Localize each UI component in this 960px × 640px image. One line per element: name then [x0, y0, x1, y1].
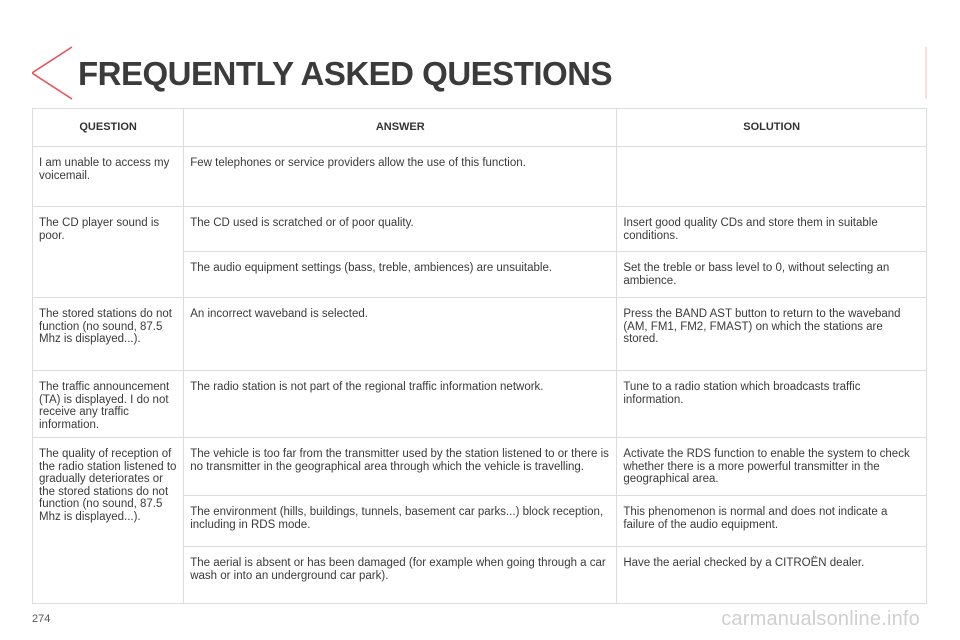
table-row — [33, 207, 927, 252]
page-number: 274 — [32, 613, 51, 625]
table-row — [33, 298, 927, 371]
table-row — [33, 438, 927, 496]
solution-cell: This phenomenon is normal and does not indicate a failure of the audio equipment. — [617, 496, 927, 547]
answer-cell: The radio station is not part of the regional traffic information network. — [184, 371, 617, 438]
solution-cell: Activate the RDS function to enable the system to check whether there is a more powerful transmitter in the geographical area. — [617, 438, 927, 496]
solution-cell: Insert good quality CDs and store them in suitable conditions. — [617, 207, 927, 252]
answer-cell: The vehicle is too far from the transmitter used by the station listened to or there is no transmitter in the geographical area through which the vehicle is travelling. — [184, 438, 617, 496]
answer-cell: Few telephones or service providers allow the use of this function. — [184, 147, 617, 207]
answer-cell: The environment (hills, buildings, tunnels, basement car parks...) block reception, including in RDS mode. — [184, 496, 617, 547]
question-cell: I am unable to access my voicemail. — [33, 147, 184, 207]
faq-table — [32, 108, 927, 604]
answer-cell: The aerial is absent or has been damaged (for example when going through a car wash or into an underground car park). — [184, 547, 617, 604]
solution-cell: Have the aerial checked by a CITROËN dealer. — [617, 547, 927, 604]
answer-cell: An incorrect waveband is selected. — [184, 298, 617, 371]
solution-cell: Press the BAND AST button to return to the waveband (AM, FM1, FM2, FMAST) on which the stations are stored. — [617, 298, 927, 371]
header-question: QUESTION — [33, 109, 184, 147]
table-header-row — [33, 109, 927, 147]
question-cell: The CD player sound is poor. — [33, 207, 184, 298]
page-title: FREQUENTLY ASKED QUESTIONS — [78, 55, 613, 92]
answer-cell: The CD used is scratched or of poor quality. — [184, 207, 617, 252]
header-solution: SOLUTION — [617, 109, 927, 147]
question-cell: The traffic announcement (TA) is displayed. I do not receive any traffic information. — [33, 371, 184, 438]
header-band — [32, 46, 927, 100]
answer-cell: The audio equipment settings (bass, treble, ambiences) are unsuitable. — [184, 252, 617, 298]
table-row — [33, 371, 927, 438]
solution-cell: Tune to a radio station which broadcasts traffic information. — [617, 371, 927, 438]
header-answer: ANSWER — [184, 109, 617, 147]
watermark: carmanualsonline.info — [721, 608, 920, 630]
solution-cell — [617, 147, 927, 207]
question-cell: The stored stations do not function (no sound, 87.5 Mhz is displayed...). — [33, 298, 184, 371]
table-row — [33, 147, 927, 207]
question-cell: The quality of reception of the radio station listened to gradually deteriorates or the stored stations do not function (no sound, 87.5 Mhz is displayed...). — [33, 438, 184, 604]
solution-cell: Set the treble or bass level to 0, without selecting an ambience. — [617, 252, 927, 298]
